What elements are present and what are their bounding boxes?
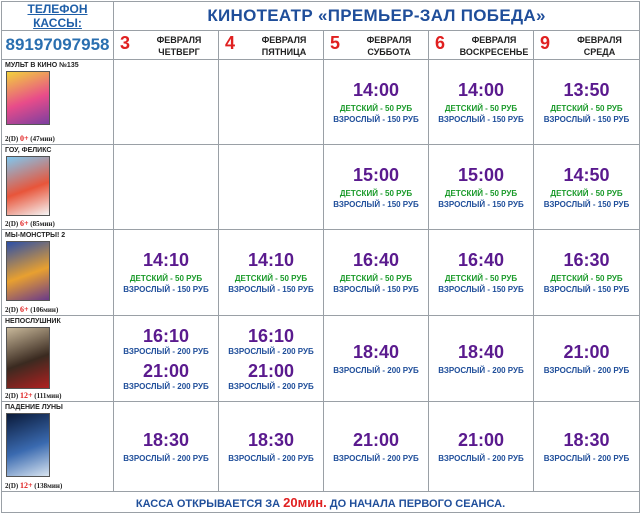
showtime-cell xyxy=(534,60,640,145)
movie-title: ГОУ, ФЕЛИКС xyxy=(5,147,52,154)
movie-info xyxy=(2,145,114,230)
day-header xyxy=(324,31,429,60)
showtime: 18:30 xyxy=(142,429,190,450)
movie-row xyxy=(2,402,640,492)
movie-info xyxy=(2,402,114,492)
showtime: 16:10 xyxy=(142,325,190,346)
showtime: 18:30 xyxy=(563,429,610,450)
price-adult: ВЗРОСЛЫЙ - 150 РУБ xyxy=(333,285,419,294)
movie-row xyxy=(2,230,640,316)
showtime-cell xyxy=(534,230,640,316)
age-rating: 12+ xyxy=(19,391,33,400)
movie-poster xyxy=(6,327,50,389)
price-adult: ВЗРОСЛЫЙ - 200 РУБ xyxy=(333,453,419,463)
age-rating: 6+ xyxy=(19,305,29,314)
movie-duration: (47мин) xyxy=(30,135,55,143)
showtime-cell xyxy=(114,402,219,492)
showtime-cell xyxy=(324,230,429,316)
movie-row xyxy=(2,316,640,402)
phone-number: 89197097958 xyxy=(2,31,114,60)
movie-poster xyxy=(6,413,50,477)
showtime: 14:10 xyxy=(247,250,295,270)
showtime: 21:00 xyxy=(142,360,190,381)
showtime-cell xyxy=(219,145,324,230)
price-adult: ВЗРОСЛЫЙ - 200 РУБ xyxy=(228,346,314,356)
showtime-cell xyxy=(429,145,534,230)
movie-meta xyxy=(5,219,55,228)
price-adult: ВЗРОСЛЫЙ - 200 РУБ xyxy=(123,381,209,391)
movie-meta xyxy=(5,134,55,143)
day-number: 3 xyxy=(120,33,131,53)
price-child: ДЕТСКИЙ - 50 РУБ xyxy=(234,274,308,283)
price-adult: ВЗРОСЛЫЙ - 200 РУБ xyxy=(438,365,524,375)
price-adult: ВЗРОСЛЫЙ - 200 РУБ xyxy=(438,453,524,463)
price-adult: ВЗРОСЛЫЙ - 150 РУБ xyxy=(543,199,630,209)
footer-highlight: 20мин. xyxy=(283,494,327,510)
movie-meta xyxy=(5,305,58,314)
day-number: 5 xyxy=(330,33,341,53)
movie-meta xyxy=(5,481,62,490)
showtime: 15:00 xyxy=(352,164,400,185)
showtime-cell xyxy=(219,60,324,145)
price-adult: ВЗРОСЛЫЙ - 150 РУБ xyxy=(543,114,630,124)
movie-title: МЫ-МОНСТРЫ! 2 xyxy=(5,232,66,239)
day-number: 4 xyxy=(225,33,236,53)
price-child: ДЕТСКИЙ - 50 РУБ xyxy=(129,274,203,283)
showtime-cell xyxy=(219,230,324,316)
movie-poster xyxy=(6,156,50,216)
day-weekday: СРЕДА xyxy=(583,47,616,57)
movie-info xyxy=(2,316,114,402)
movie-duration: (138мин) xyxy=(34,482,63,490)
showtime: 13:50 xyxy=(563,79,610,100)
footer-text-before: КАССА ОТКРЫВАЕТСЯ ЗА xyxy=(135,497,284,510)
price-child: ДЕТСКИЙ - 50 РУБ xyxy=(339,188,413,198)
price-adult: ВЗРОСЛЫЙ - 200 РУБ xyxy=(543,365,630,375)
showtime: 14:00 xyxy=(457,79,505,100)
showtime-cell xyxy=(219,402,324,492)
day-number: 6 xyxy=(435,33,446,53)
price-child: ДЕТСКИЙ - 50 РУБ xyxy=(444,103,518,113)
showtime: 18:40 xyxy=(352,341,400,362)
phone-label: ТЕЛЕФОН КАССЫ: xyxy=(2,2,114,31)
movie-duration: (106мин) xyxy=(30,306,59,314)
movie-format: 2(D) xyxy=(5,135,19,143)
day-weekday: ВОСКРЕСЕНЬЕ xyxy=(459,47,529,57)
movie-info xyxy=(2,230,114,316)
showtime-cell xyxy=(429,402,534,492)
price-adult: ВЗРОСЛЫЙ - 200 РУБ xyxy=(123,453,209,463)
showtime: 18:40 xyxy=(457,341,505,362)
showtime-cell xyxy=(429,316,534,402)
showtime: 16:40 xyxy=(352,250,400,270)
showtime: 16:40 xyxy=(457,250,505,270)
price-child: ДЕТСКИЙ - 50 РУБ xyxy=(444,188,518,198)
day-header xyxy=(114,31,219,60)
showtime-cell xyxy=(324,316,429,402)
showtime: 18:30 xyxy=(247,429,295,450)
page-title: КИНОТЕАТР «ПРЕМЬЕР-ЗАЛ ПОБЕДА» xyxy=(114,2,640,31)
day-header xyxy=(429,31,534,60)
movie-meta xyxy=(5,391,62,400)
movie-format: 2(D) xyxy=(5,306,19,314)
price-adult: ВЗРОСЛЫЙ - 200 РУБ xyxy=(228,381,314,391)
showtime-cell xyxy=(114,316,219,402)
showtime-cell xyxy=(114,145,219,230)
age-rating: 0+ xyxy=(19,134,29,143)
price-adult: ВЗРОСЛЫЙ - 200 РУБ xyxy=(333,365,419,375)
price-child: ДЕТСКИЙ - 50 РУБ xyxy=(339,274,413,283)
age-rating: 6+ xyxy=(19,219,29,228)
price-adult: ВЗРОСЛЫЙ - 150 РУБ xyxy=(543,285,630,294)
movie-title: ПАДЕНИЕ ЛУНЫ xyxy=(5,404,63,411)
day-month: ФЕВРАЛЯ xyxy=(366,35,412,45)
price-child: ДЕТСКИЙ - 50 РУБ xyxy=(339,103,413,113)
showtime: 16:30 xyxy=(563,250,610,270)
showtime-cell xyxy=(429,60,534,145)
showtime-cell xyxy=(114,60,219,145)
day-month: ФЕВРАЛЯ xyxy=(471,35,517,45)
showtime-cell xyxy=(534,145,640,230)
price-adult: ВЗРОСЛЫЙ - 200 РУБ xyxy=(543,453,630,463)
price-adult: ВЗРОСЛЫЙ - 150 РУБ xyxy=(333,114,419,124)
showtime-cell xyxy=(324,402,429,492)
price-adult: ВЗРОСЛЫЙ - 150 РУБ xyxy=(333,199,419,209)
movie-rows xyxy=(2,60,640,492)
movie-title: НЕПОСЛУШНИК xyxy=(5,318,61,325)
movie-duration: (111мин) xyxy=(34,392,62,400)
price-child: ДЕТСКИЙ - 50 РУБ xyxy=(550,274,623,283)
price-child: ДЕТСКИЙ - 50 РУБ xyxy=(550,103,623,113)
showtime-cell xyxy=(219,316,324,402)
price-adult: ВЗРОСЛЫЙ - 150 РУБ xyxy=(438,114,524,124)
showtime-cell xyxy=(324,60,429,145)
day-month: ФЕВРАЛЯ xyxy=(261,35,307,45)
showtime: 16:10 xyxy=(247,325,295,346)
movie-duration: (85мин) xyxy=(30,220,55,228)
showtime-cell xyxy=(534,402,640,492)
day-weekday: ЧЕТВЕРГ xyxy=(158,47,200,57)
movie-format: 2(D) xyxy=(5,392,19,400)
movie-poster xyxy=(6,71,50,125)
showtime-cell xyxy=(534,316,640,402)
movie-row xyxy=(2,60,640,145)
showtime: 21:00 xyxy=(247,360,295,381)
movie-format: 2(D) xyxy=(5,220,19,228)
day-weekday: ПЯТНИЦА xyxy=(261,47,307,57)
showtime-cell xyxy=(429,230,534,316)
showtime: 15:00 xyxy=(457,164,505,185)
day-month: ФЕВРАЛЯ xyxy=(156,35,202,45)
price-adult: ВЗРОСЛЫЙ - 200 РУБ xyxy=(123,346,209,356)
movie-title: МУЛЬТ В КИНО №135 xyxy=(5,62,79,69)
showtime-cell xyxy=(114,230,219,316)
day-header xyxy=(534,31,640,60)
day-number: 9 xyxy=(540,33,551,53)
price-adult: ВЗРОСЛЫЙ - 150 РУБ xyxy=(438,199,524,209)
day-month: ФЕВРАЛЯ xyxy=(577,35,622,45)
price-adult: ВЗРОСЛЫЙ - 150 РУБ xyxy=(438,285,524,294)
footer-text-after: ДО НАЧАЛА ПЕРВОГО СЕАНСА. xyxy=(326,497,506,510)
price-adult: ВЗРОСЛЫЙ - 200 РУБ xyxy=(228,453,314,463)
movie-row xyxy=(2,145,640,230)
price-child: ДЕТСКИЙ - 50 РУБ xyxy=(444,274,518,283)
price-adult: ВЗРОСЛЫЙ - 150 РУБ xyxy=(228,285,314,294)
showtime: 14:10 xyxy=(142,250,190,270)
movie-format: 2(D) xyxy=(5,482,19,490)
showtime: 14:00 xyxy=(352,79,400,100)
showtime: 14:50 xyxy=(563,164,610,185)
day-weekday: СУББОТА xyxy=(367,47,411,57)
age-rating: 12+ xyxy=(19,481,33,490)
showtime: 21:00 xyxy=(352,429,400,450)
price-child: ДЕТСКИЙ - 50 РУБ xyxy=(550,188,623,198)
day-header xyxy=(219,31,324,60)
showtime: 21:00 xyxy=(563,341,610,362)
movie-info xyxy=(2,60,114,145)
price-adult: ВЗРОСЛЫЙ - 150 РУБ xyxy=(123,285,209,294)
schedule-table xyxy=(1,1,640,513)
showtime: 21:00 xyxy=(457,429,505,450)
footer-note xyxy=(2,492,640,513)
showtime-cell xyxy=(324,145,429,230)
movie-poster xyxy=(6,241,50,301)
